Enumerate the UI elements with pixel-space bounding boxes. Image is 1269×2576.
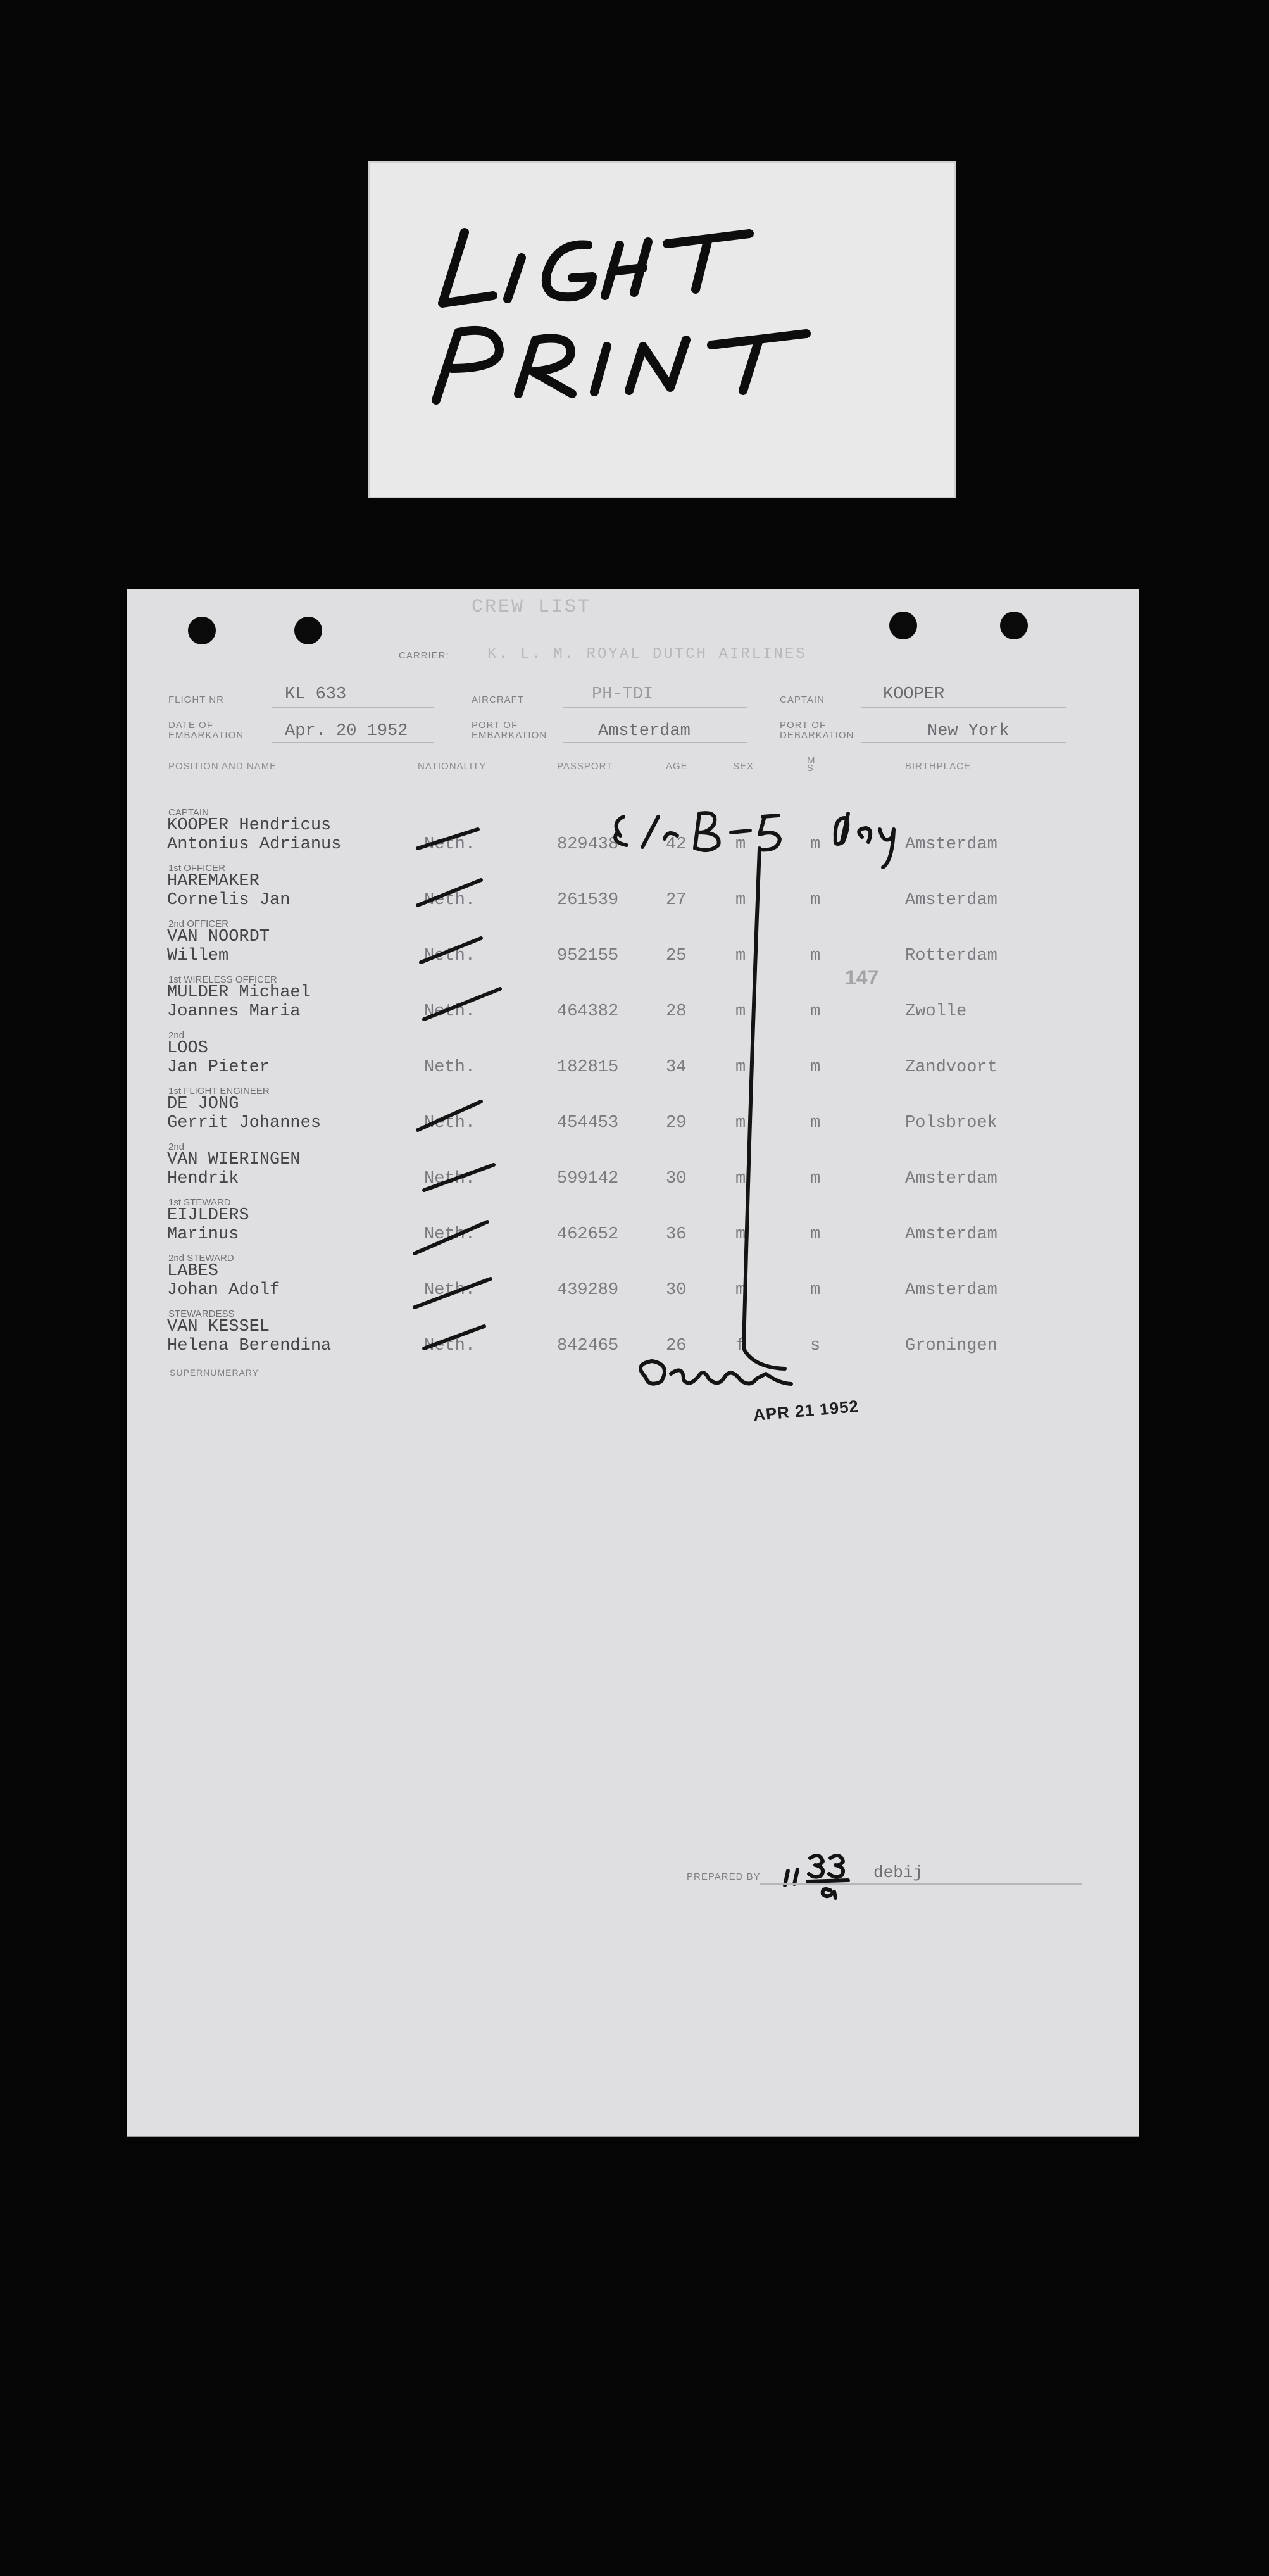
crew-marital: m — [810, 1281, 821, 1300]
crew-role: 2nd STEWARD — [168, 1253, 234, 1264]
column-header-position: POSITION AND NAME — [168, 761, 277, 772]
crew-passport: 462652 — [557, 1225, 619, 1244]
date-value: Apr. 20 1952 — [285, 722, 408, 741]
flight-label: FLIGHT NR — [168, 694, 224, 705]
light-print-target-card — [368, 161, 956, 498]
supernumerary-label: SUPERNUMERARY — [170, 1367, 259, 1378]
crew-sex: m — [735, 1281, 746, 1300]
crew-nationality: Neth. — [424, 1114, 476, 1133]
date-received-stamp: APR 21 1952 — [752, 1396, 860, 1425]
prepared-handwritten — [785, 1855, 787, 1856]
crew-row — [127, 1030, 1139, 1084]
crew-passport: 454453 — [557, 1114, 619, 1133]
crew-role: STEWARDESS — [168, 1309, 235, 1319]
column-header-nationality: NATIONALITY — [418, 761, 487, 772]
crew-row — [127, 1086, 1139, 1140]
crew-marital: m — [810, 946, 821, 965]
crew-role: 1st FLIGHT ENGINEER — [168, 1086, 270, 1096]
crew-passport: 842465 — [557, 1336, 619, 1355]
captain-label: CAPTAIN — [780, 694, 825, 705]
crew-given-names: Hendrik — [167, 1169, 239, 1188]
column-header-passport: PASSPORT — [557, 761, 613, 772]
crew-given-names: Johan Adolf — [167, 1281, 280, 1300]
crew-passport: 261539 — [557, 891, 619, 910]
prepared-by-value: debij — [873, 1863, 923, 1882]
handwritten-signature — [646, 1367, 647, 1368]
crew-row — [127, 863, 1139, 917]
punch-hole — [1000, 612, 1028, 639]
crew-given-names: Willem — [167, 946, 229, 965]
crew-passport: 182815 — [557, 1058, 619, 1077]
aircraft-value: PH-TDI — [592, 685, 654, 704]
crew-birthplace: Amsterdam — [905, 835, 997, 854]
crew-nationality: Neth. — [424, 1169, 476, 1188]
crew-marital: m — [810, 1169, 821, 1188]
crew-birthplace: Amsterdam — [905, 1281, 997, 1300]
crew-age: 30 — [666, 1281, 687, 1300]
crew-surname: EIJLDERS — [167, 1206, 249, 1225]
crew-given-names: Helena Berendina — [167, 1336, 332, 1355]
crew-row — [127, 1197, 1139, 1252]
captain-value: KOOPER — [883, 685, 945, 704]
crew-nationality: Neth. — [424, 1281, 476, 1300]
crew-age: 42 — [666, 835, 687, 854]
crew-passport: 829438 — [557, 835, 619, 854]
date-label: DATE OF EMBARKATION — [168, 720, 244, 741]
handwritten-note — [809, 796, 813, 797]
crew-sex: m — [735, 891, 746, 910]
crew-surname: DE JONG — [167, 1095, 239, 1114]
page-number: 147 — [845, 966, 879, 989]
crew-surname: HAREMAKER — [167, 872, 259, 891]
crew-given-names: Marinus — [167, 1225, 239, 1244]
crew-birthplace: Zandvoort — [905, 1058, 997, 1077]
flight-value: KL 633 — [285, 685, 347, 704]
crew-nationality: Neth. — [424, 891, 476, 910]
crew-given-names: Antonius Adrianus — [167, 835, 342, 854]
crew-age: 34 — [666, 1058, 687, 1077]
crew-surname: VAN NOORDT — [167, 927, 270, 946]
column-header-marital: M S — [807, 755, 816, 774]
crew-role: 1st OFFICER — [168, 863, 226, 874]
crew-birthplace: Zwolle — [905, 1002, 967, 1021]
crew-row — [127, 807, 1139, 862]
crew-marital: m — [810, 1002, 821, 1021]
port-embarkation-label: PORT OF EMBARKATION — [472, 720, 547, 741]
crew-passport: 464382 — [557, 1002, 619, 1021]
crew-birthplace: Groningen — [905, 1336, 997, 1355]
crew-row — [127, 1141, 1139, 1196]
column-header-birthplace: BIRTHPLACE — [905, 761, 971, 772]
crew-marital: m — [810, 891, 821, 910]
crew-marital: m — [810, 1225, 821, 1244]
crew-surname: LABES — [167, 1262, 219, 1281]
form-title: CREW LIST — [472, 596, 592, 618]
crew-age: 26 — [666, 1336, 687, 1355]
crew-age: 27 — [666, 891, 687, 910]
crew-given-names: Gerrit Johannes — [167, 1114, 322, 1133]
crew-role: 2nd OFFICER — [168, 919, 229, 929]
punch-hole — [294, 617, 322, 644]
crew-sex: m — [735, 1225, 746, 1244]
crew-role: 1st STEWARD — [168, 1197, 231, 1208]
crew-role: 1st WIRELESS OFFICER — [168, 974, 277, 985]
punch-hole — [889, 612, 917, 639]
crew-surname: VAN WIERINGEN — [167, 1150, 301, 1169]
crew-surname: KOOPER Hendricus — [167, 816, 332, 835]
crew-row — [127, 1309, 1139, 1363]
crew-age: 28 — [666, 1002, 687, 1021]
crew-birthplace: Rotterdam — [905, 946, 997, 965]
punch-hole — [188, 617, 216, 644]
crew-age: 30 — [666, 1169, 687, 1188]
crew-nationality: Neth. — [424, 946, 476, 965]
crew-birthplace: Amsterdam — [905, 891, 997, 910]
column-header-sex: SEX — [733, 761, 754, 772]
crew-marital: m — [810, 1058, 821, 1077]
crew-sex: m — [735, 1058, 746, 1077]
crew-row — [127, 974, 1139, 1029]
crew-marital: m — [810, 835, 821, 854]
light-print-handwriting — [370, 163, 957, 499]
aircraft-label: AIRCRAFT — [472, 694, 524, 705]
crew-passport: 952155 — [557, 946, 619, 965]
port-embarkation-value: Amsterdam — [598, 722, 691, 741]
crew-given-names: Cornelis Jan — [167, 891, 291, 910]
crew-sex: m — [735, 1114, 746, 1133]
crew-birthplace: Amsterdam — [905, 1169, 997, 1188]
crew-age: 29 — [666, 1114, 687, 1133]
crew-passport: 439289 — [557, 1281, 619, 1300]
crew-surname: MULDER Michael — [167, 983, 311, 1002]
crew-surname: LOOS — [167, 1039, 208, 1058]
crew-birthplace: Amsterdam — [905, 1225, 997, 1244]
crew-sex: m — [735, 835, 746, 854]
column-header-age: AGE — [666, 761, 688, 772]
crew-sex: f — [735, 1336, 746, 1355]
crew-role: 2nd — [168, 1141, 185, 1152]
port-debarkation-value: New York — [927, 722, 1010, 741]
crew-birthplace: Polsbroek — [905, 1114, 997, 1133]
crew-marital: s — [810, 1336, 821, 1355]
crew-row — [127, 1253, 1139, 1307]
crew-nationality: Neth. — [424, 1002, 476, 1021]
crew-passport: 599142 — [557, 1169, 619, 1188]
crew-given-names: Joannes Maria — [167, 1002, 301, 1021]
crew-sex: m — [735, 1002, 746, 1021]
port-debarkation-label: PORT OF DEBARKATION — [780, 720, 854, 741]
crew-nationality: Neth. — [424, 835, 476, 854]
carrier-label: CARRIER: — [399, 650, 449, 661]
crew-row — [127, 919, 1139, 973]
carrier-value: K. L. M. ROYAL DUTCH AIRLINES — [487, 646, 807, 663]
crew-nationality: Neth. — [424, 1336, 476, 1355]
crew-role: 2nd — [168, 1030, 185, 1041]
crew-role: CAPTAIN — [168, 807, 209, 818]
crew-manifest-sheet — [127, 589, 1139, 2137]
crew-nationality: Neth. — [424, 1058, 476, 1077]
crew-age: 25 — [666, 946, 687, 965]
prepared-by-label: PREPARED BY — [687, 1871, 761, 1882]
crew-nationality: Neth. — [424, 1225, 476, 1244]
crew-given-names: Jan Pieter — [167, 1058, 270, 1077]
crew-sex: m — [735, 946, 746, 965]
crew-age: 36 — [666, 1225, 687, 1244]
crew-marital: m — [810, 1114, 821, 1133]
crew-sex: m — [735, 1169, 746, 1188]
crew-surname: VAN KESSEL — [167, 1317, 270, 1336]
